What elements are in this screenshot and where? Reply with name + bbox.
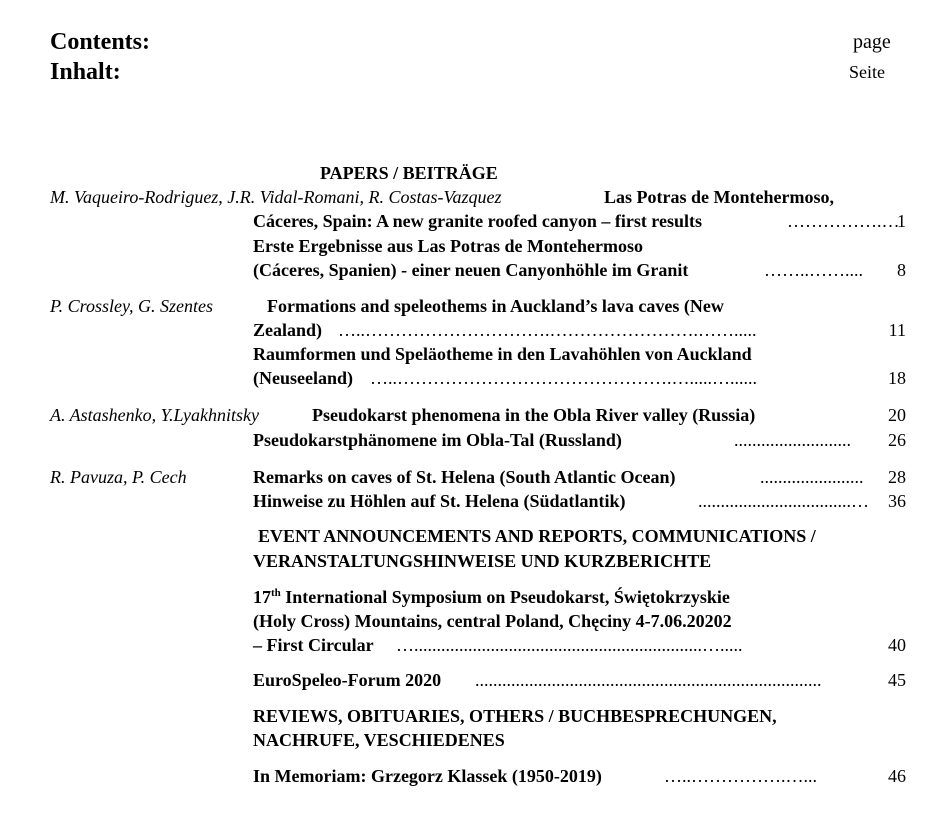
entry-title: Formations and speleothems in Auckland’s lava caves (New — [267, 296, 724, 316]
entry-title-de: (Neuseeland) — [253, 368, 353, 388]
leader-dots: ............................................................................. — [475, 670, 822, 690]
page-column-label: page — [853, 31, 891, 53]
entry-title: EuroSpeleo-Forum 2020 — [253, 670, 442, 690]
entry-title: (Holy Cross) Mountains, central Poland, Chęciny 4-7.06.20202 — [253, 611, 732, 631]
page-number: 26 — [888, 430, 906, 450]
leader-dots: …................................................................…..... — [396, 635, 743, 655]
page-number: 36 — [888, 491, 906, 511]
entry-title-de: (Cáceres, Spanien) - einer neuen Canyonhöhle im Granit — [253, 260, 689, 280]
entry-title: Cáceres, Spain: A new granite roofed canyon – first results — [253, 211, 702, 231]
ordinal-number: 17 — [253, 587, 271, 607]
leader-dots: ....................... — [760, 467, 864, 487]
page-number: 1 — [897, 211, 906, 231]
page-number: 45 — [888, 670, 906, 690]
leader-dots: ……..…….... — [764, 260, 863, 280]
leader-dots: …………….… — [787, 211, 900, 231]
entry-title-de: Pseudokarstphänomene im Obla-Tal (Russland) — [253, 430, 622, 450]
ordinal-suffix: th — [271, 587, 281, 599]
entry-title: Remarks on caves of St. Helena (South Atlantic Ocean) — [253, 467, 676, 487]
leader-dots: …..…………….…... — [664, 766, 817, 786]
entry-title-rest: International Symposium on Pseudokarst, Świętokrzyskie — [280, 587, 730, 607]
entry-title-de: Erste Ergebnisse aus Las Potras de Montehermoso — [253, 236, 643, 256]
section-events: EVENT ANNOUNCEMENTS AND REPORTS, COMMUNICATIONS / — [258, 526, 816, 546]
entry-title-de: Hinweise zu Höhlen auf St. Helena (Südatlantik) — [253, 491, 626, 511]
section-reviews: REVIEWS, OBITUARIES, OTHERS / BUCHBESPRECHUNGEN, — [253, 706, 777, 726]
entry-authors: M. Vaqueiro-Rodriguez, J.R. Vidal-Romani, R. Costas-Vazquez — [50, 187, 502, 207]
contents-heading: Contents: — [50, 29, 150, 55]
leader-dots: ..................................… — [698, 491, 869, 511]
page-number: 8 — [897, 260, 906, 280]
entry-title: Zealand) — [253, 320, 323, 340]
page-number: 18 — [888, 368, 906, 388]
leader-dots: …..………………………….…………………….……..... — [338, 320, 757, 340]
entry-title-de: Raumformen und Speläotheme in den Lavahöhlen von Auckland — [253, 344, 752, 364]
leader-dots: …..……………………………………….….....…...... — [370, 368, 757, 388]
section-reviews: NACHRUFE, VESCHIEDENES — [253, 730, 505, 750]
leader-dots: .......................... — [734, 430, 851, 450]
page-number: 28 — [888, 467, 906, 487]
entry-title — [253, 587, 730, 608]
entry-title: Pseudokarst phenomena in the Obla River valley (Russia) — [312, 405, 756, 425]
entry-authors: P. Crossley, G. Szentes — [50, 296, 214, 316]
section-papers: PAPERS / BEITRÄGE — [320, 163, 498, 183]
page-number: 20 — [888, 405, 906, 425]
section-events: VERANSTALTUNGSHINWEISE UND KURZBERICHTE — [253, 551, 712, 571]
entry-title: – First Circular — [253, 635, 374, 655]
entry-authors: R. Pavuza, P. Cech — [50, 467, 187, 487]
page-number: 46 — [888, 766, 906, 786]
page-number: 11 — [888, 320, 906, 340]
entry-title: In Memoriam: Grzegorz Klassek (1950-2019) — [253, 766, 602, 786]
seite-column-label: Seite — [849, 62, 885, 82]
page-number: 40 — [888, 635, 906, 655]
entry-authors: A. Astashenko, Y.Lyakhnitsky — [50, 405, 259, 425]
inhalt-heading: Inhalt: — [50, 59, 121, 85]
entry-title: Las Potras de Montehermoso, — [604, 187, 834, 207]
